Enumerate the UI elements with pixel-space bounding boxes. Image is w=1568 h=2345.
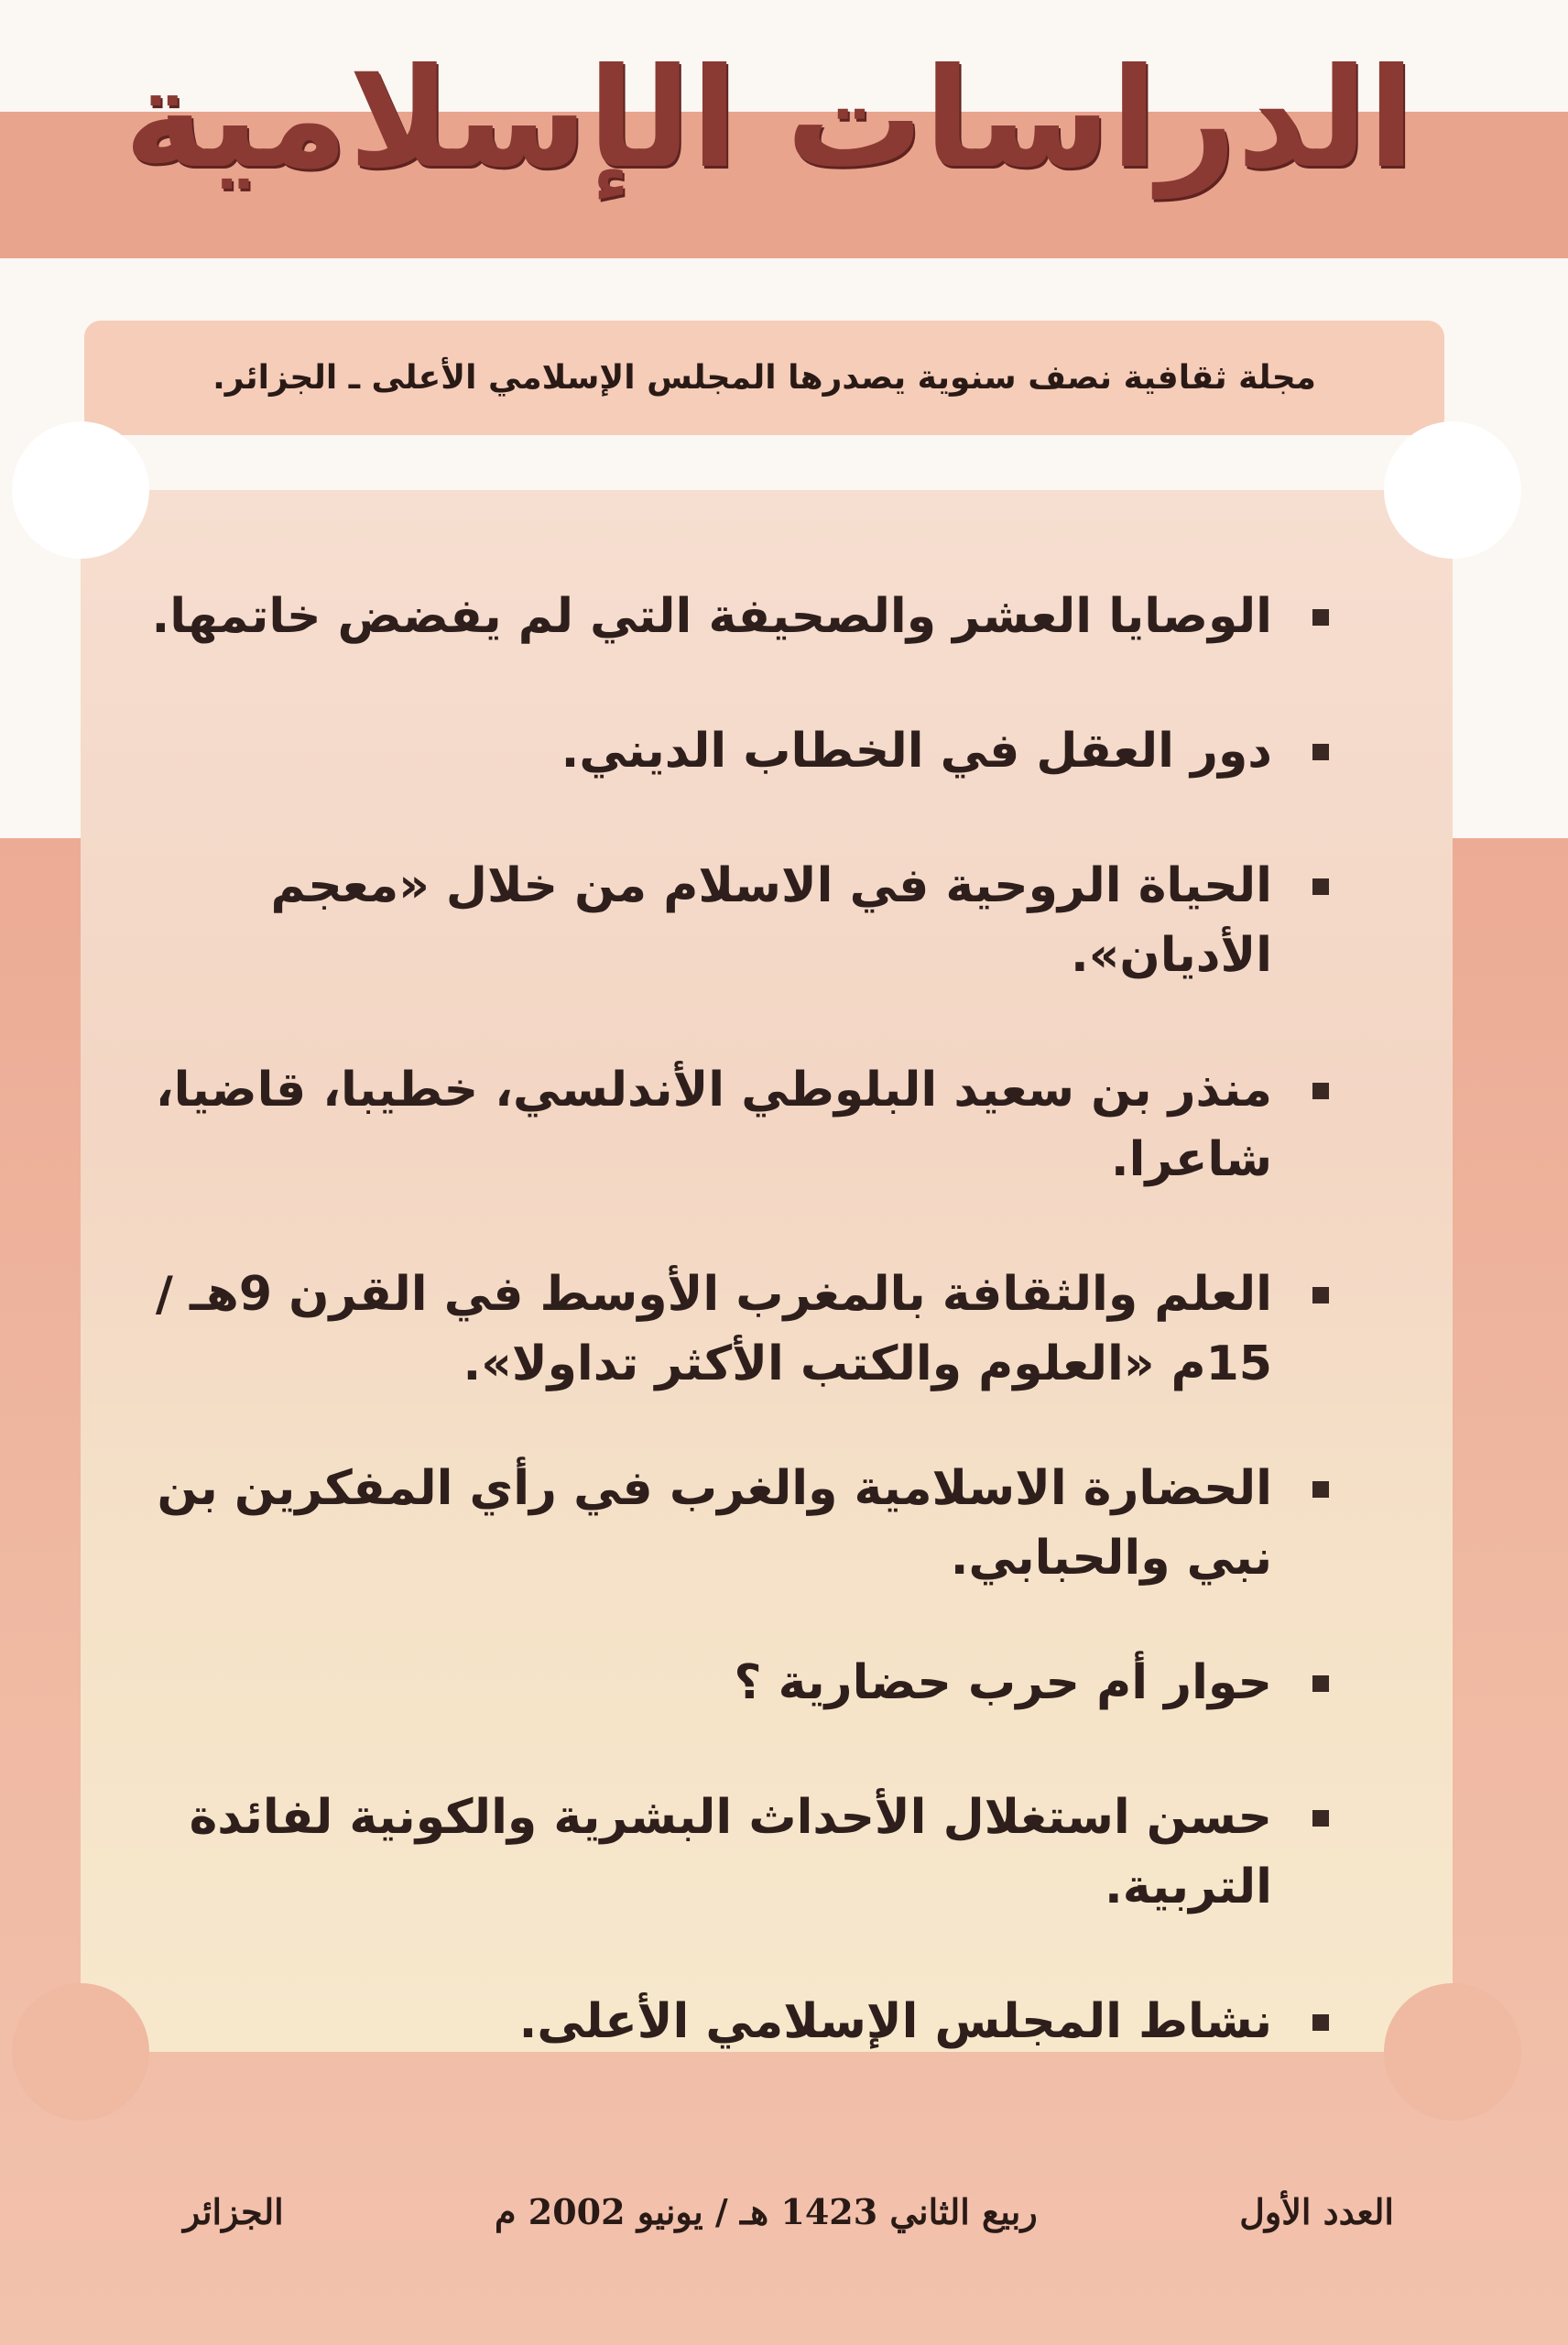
square-bullet-icon [1312, 878, 1329, 895]
contents-item-text: منذر بن سعيد البلوطي الأندلسي، خطيبا، قاضيا، شاعرا. [155, 1063, 1272, 1187]
contents-item-text: الحياة الروحية في الاسلام من خلال «معجم الأديان». [270, 858, 1272, 983]
square-bullet-icon [1312, 1287, 1329, 1303]
contents-item-text: الحضارة الاسلامية والغرب في رأي المفكرين بن نبي والحبابي. [157, 1461, 1272, 1586]
contents-item [147, 1260, 1329, 1399]
square-bullet-icon [1312, 1810, 1329, 1827]
panel-corner-notch [12, 1983, 149, 2121]
contents-item-text: حسن استغلال الأحداث البشرية والكونية لفائدة التربية. [189, 1790, 1272, 1914]
publication-place: الجزائر [183, 2191, 284, 2232]
issue-date: ربيع الثاني 1423 هـ / يونيو 2002 م [495, 2191, 1038, 2232]
contents-panel [81, 490, 1453, 2052]
contents-item [147, 1055, 1329, 1194]
contents-item [147, 851, 1329, 990]
cover-footer [0, 2180, 1568, 2244]
square-bullet-icon [1312, 609, 1329, 626]
contents-item-text: نشاط المجلس الإسلامي الأعلى. [518, 1994, 1272, 2049]
square-bullet-icon [1312, 1481, 1329, 1498]
contents-item-text: الوصايا العشر والصحيفة التي لم يفضض خاتمها. [151, 589, 1272, 644]
contents-item [147, 1783, 1329, 1922]
contents-item [147, 1987, 1329, 2056]
contents-item-text: حوار أم حرب حضارية ؟ [734, 1655, 1272, 1710]
issue-number: العدد الأول [1239, 2191, 1394, 2232]
magazine-subtitle: مجلة ثقافية نصف سنوية يصدرها المجلس الإسلامي الأعلى ـ الجزائر. [212, 359, 1316, 397]
square-bullet-icon [1312, 1083, 1329, 1099]
square-bullet-icon [1312, 1675, 1329, 1692]
contents-item [147, 716, 1329, 786]
subtitle-band [84, 321, 1444, 435]
panel-corner-notch [12, 421, 149, 559]
magazine-title: الدراسات الإسلامية [124, 39, 1415, 199]
contents-item-text: دور العقل في الخطاب الديني. [561, 724, 1272, 779]
square-bullet-icon [1312, 2014, 1329, 2031]
panel-corner-notch [1384, 1983, 1521, 2121]
contents-list [147, 582, 1329, 2121]
contents-item [147, 1454, 1329, 1593]
contents-item-text: العلم والثقافة بالمغرب الأوسط في القرن 9هـ / 15م «العلوم والكتب الأكثر تداولا». [155, 1267, 1272, 1391]
contents-item [147, 1648, 1329, 1718]
contents-item [147, 582, 1329, 651]
square-bullet-icon [1312, 744, 1329, 760]
panel-corner-notch [1384, 421, 1521, 559]
